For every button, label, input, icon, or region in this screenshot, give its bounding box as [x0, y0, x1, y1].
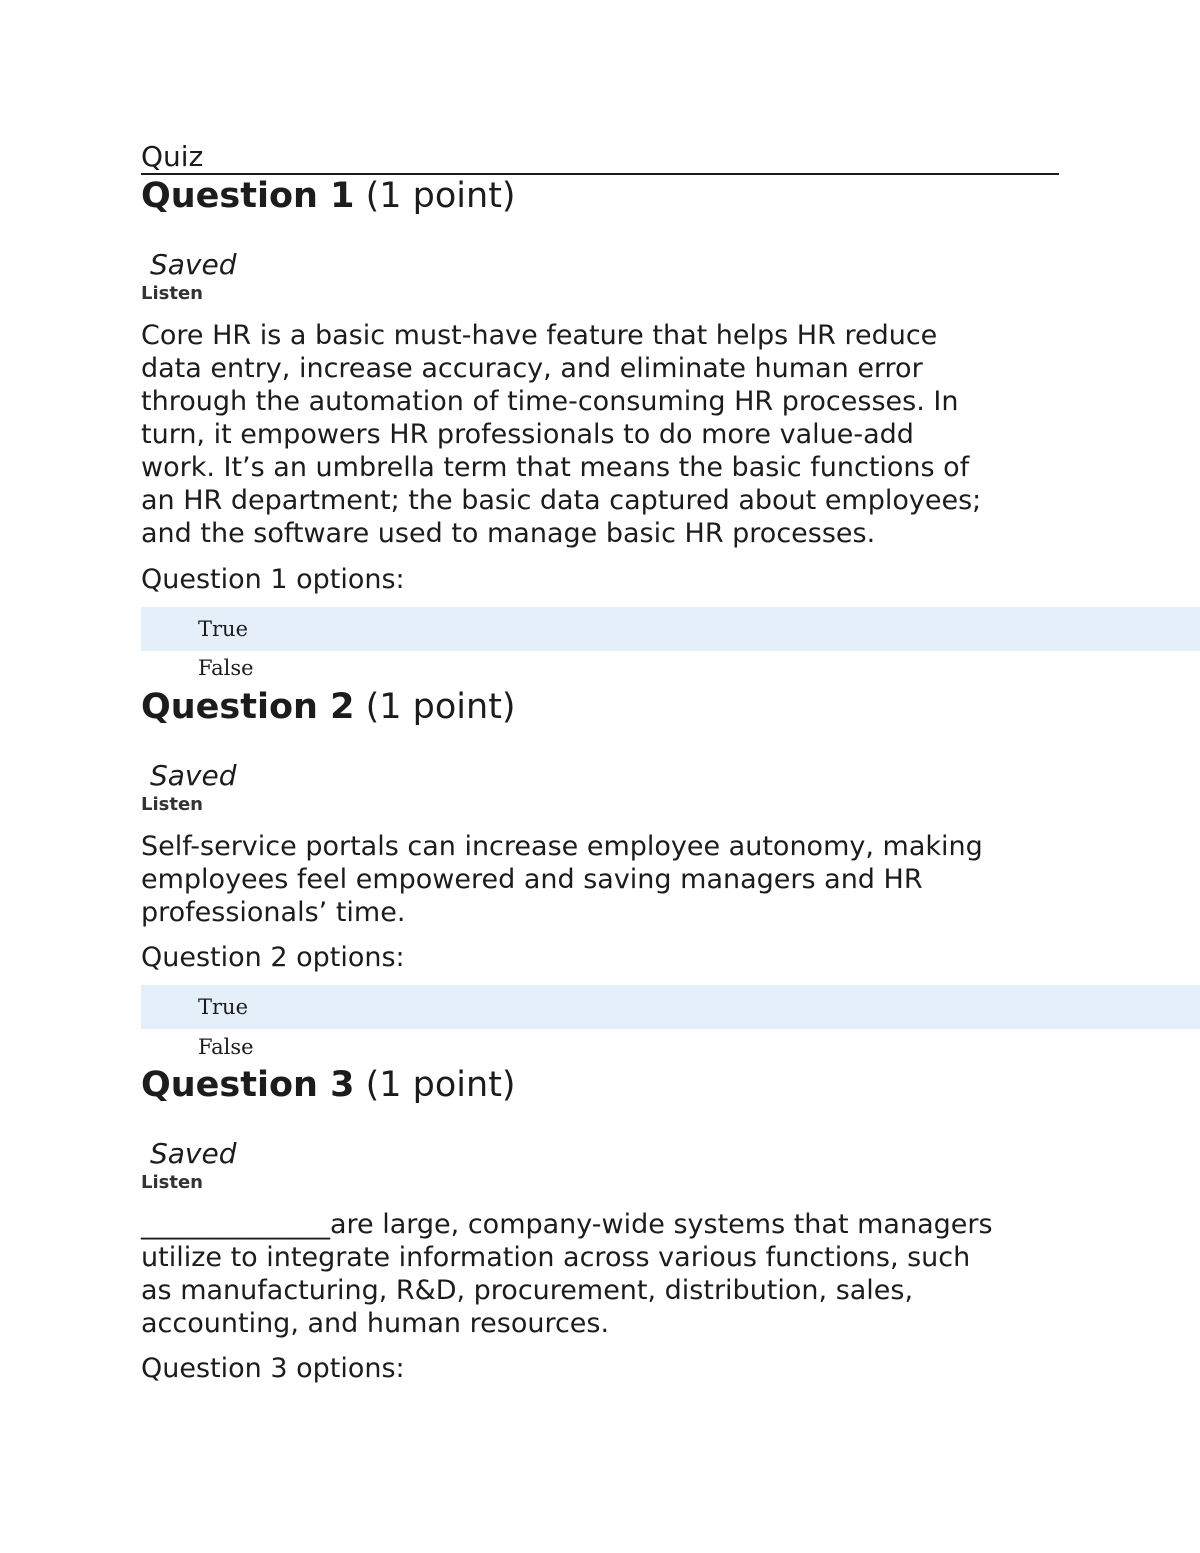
question-title [141, 1065, 516, 1105]
saved-status: Saved [150, 248, 237, 281]
question-number: Question 1 [141, 176, 355, 216]
question-text-line: employees feel empowered and saving managers and HR [141, 864, 923, 895]
question-text-line: as manufacturing, R&D, procurement, distribution, sales, [141, 1275, 914, 1306]
option-label: False [198, 1035, 254, 1059]
question-text-line: and the software used to manage basic HR processes. [141, 518, 876, 549]
option-label: False [198, 656, 254, 680]
question-text-line: Core HR is a basic must-have feature that helps HR reduce [141, 320, 938, 351]
question-text-line: Self-service portals can increase employee autonomy, making [141, 831, 983, 862]
question-text-line: data entry, increase accuracy, and eliminate human error [141, 353, 923, 384]
question-title [141, 687, 516, 727]
saved-status: Saved [150, 759, 237, 792]
question-text-line: utilize to integrate information across various functions, such [141, 1242, 971, 1273]
question-text [141, 830, 1071, 929]
option-label: True [198, 617, 248, 641]
question-text-line: professionals’ time. [141, 897, 406, 928]
question-title [141, 176, 516, 216]
listen-button[interactable]: Listen [141, 283, 203, 304]
saved-status: Saved [150, 1137, 237, 1170]
option-true[interactable] [141, 607, 1200, 651]
question-text-line: ______________are large, company-wide systems that managers [141, 1209, 993, 1240]
question-text-line: an HR department; the basic data captured about employees; [141, 485, 982, 516]
option-label: True [198, 995, 248, 1019]
question-points: (1 point) [365, 1065, 516, 1105]
question-text-line: through the automation of time-consuming HR processes. In [141, 386, 959, 417]
options-label: Question 2 options: [141, 942, 405, 973]
question-text-line: accounting, and human resources. [141, 1308, 610, 1339]
question-points: (1 point) [365, 176, 516, 216]
option-false[interactable] [141, 646, 1200, 690]
listen-button[interactable]: Listen [141, 1172, 203, 1193]
option-false[interactable] [141, 1025, 1200, 1069]
question-number: Question 3 [141, 1065, 355, 1105]
options-label: Question 3 options: [141, 1353, 405, 1384]
question-number: Question 2 [141, 687, 355, 727]
listen-button[interactable]: Listen [141, 794, 203, 815]
question-points: (1 point) [365, 687, 516, 727]
question-text [141, 319, 1071, 550]
options-label: Question 1 options: [141, 564, 405, 595]
question-text [141, 1208, 1071, 1340]
option-true[interactable] [141, 985, 1200, 1029]
question-text-line: work. It’s an umbrella term that means the basic functions of [141, 452, 970, 483]
question-text-line: turn, it empowers HR professionals to do more value-add [141, 419, 914, 450]
quiz-title: Quiz [141, 139, 1059, 175]
